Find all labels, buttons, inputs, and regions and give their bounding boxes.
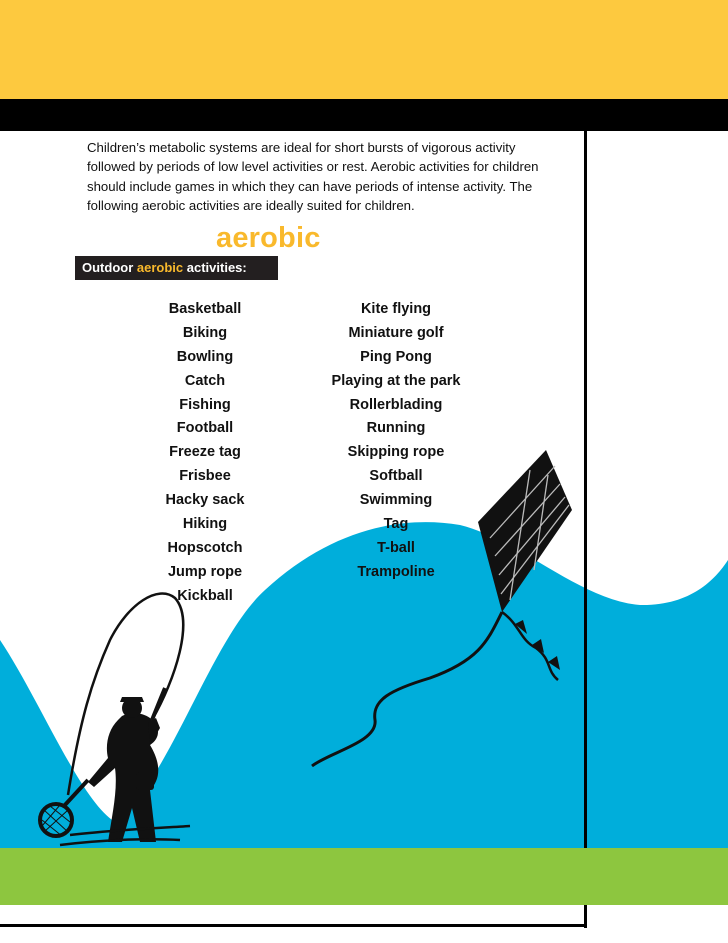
list-item: Tag: [383, 516, 409, 533]
section-highlight: aerobic: [136, 260, 184, 275]
list-item: Kickball: [177, 587, 233, 604]
section-header: [75, 256, 278, 280]
list-item: Fishing: [179, 396, 231, 413]
list-item: Trampoline: [357, 563, 435, 580]
section-suffix: activities:: [186, 260, 247, 275]
list-item: Ping Pong: [360, 348, 432, 365]
list-item: Frisbee: [179, 468, 231, 485]
intro-paragraph: Children’s metabolic systems are ideal for short bursts of vigorous activity followed by periods of low level activities or rest. Aerobic activities for children should include games in which they can have periods of intense activity. The following aerobic activities are ideally suited for children.: [87, 140, 539, 213]
bottom-green-band: [0, 848, 728, 905]
list-item: Freeze tag: [169, 444, 241, 461]
activities-right-list: [316, 298, 476, 585]
list-item: Bowling: [176, 348, 234, 365]
list-item: Miniature golf: [348, 324, 444, 341]
list-item: Softball: [369, 468, 423, 485]
list-item: Running: [366, 420, 426, 437]
list-item: Jump rope: [167, 563, 243, 580]
list-item: Playing at the park: [331, 372, 461, 389]
list-item: Hacky sack: [165, 492, 245, 509]
list-item: Hopscotch: [167, 539, 243, 556]
list-item: Swimming: [359, 492, 433, 509]
list-item: Kite flying: [360, 301, 432, 317]
list-item: Football: [176, 420, 234, 437]
aerobic-heading: aerobic: [216, 222, 321, 254]
list-item: Biking: [182, 324, 228, 341]
list-item: Catch: [184, 372, 226, 389]
right-border-rule: [584, 128, 587, 928]
bottom-border-rule: [0, 924, 587, 927]
list-item: T-ball: [377, 539, 415, 556]
section-prefix: Outdoor: [82, 260, 134, 275]
list-item: Basketball: [168, 301, 242, 317]
list-item: Rollerblading: [349, 396, 443, 413]
activities-left-list: [146, 298, 264, 609]
list-item: Skipping rope: [347, 444, 445, 461]
list-item: Hiking: [182, 516, 228, 533]
